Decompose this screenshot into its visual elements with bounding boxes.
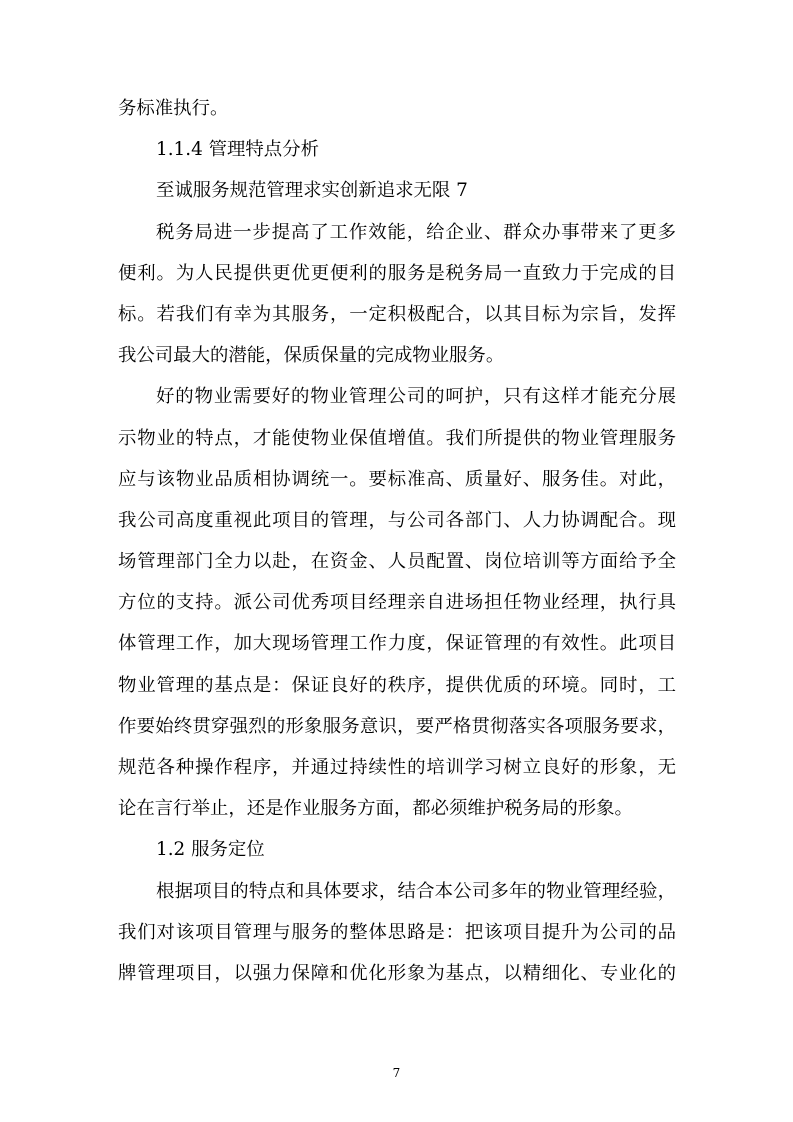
text-line: 我们对该项目管理与服务的整体思路是：把该项目提升为公司的品 bbox=[118, 921, 676, 943]
text-line: 牌管理项目，以强力保障和优化形象为基点，以精细化、专业化的 bbox=[118, 962, 676, 984]
text-line: 示物业的特点，才能使物业保值增值。我们所提供的物业管理服务 bbox=[118, 427, 676, 449]
text-line: 体管理工作，加大现场管理工作力度，保证管理的有效性。此项目 bbox=[118, 633, 676, 655]
text-line: 方位的支持。派公司优秀项目经理亲自进场担任物业经理，执行具 bbox=[118, 592, 676, 614]
text-line: 至诚服务规范管理求实创新追求无限 7 bbox=[156, 180, 468, 202]
text-line: 我公司高度重视此项目的管理，与公司各部门、人力协调配合。现 bbox=[118, 509, 676, 531]
text-line: 应与该物业品质相协调统一。要标准高、质量好、服务佳。对此， bbox=[118, 468, 676, 490]
section-heading: 1.1.4 管理特点分析 bbox=[156, 139, 319, 161]
paragraph-start: 税务局进一步提高了工作效能，给企业、群众办事带来了更多 bbox=[156, 221, 676, 243]
text-line: 场管理部门全力以赴，在资金、人员配置、岗位培训等方面给予全 bbox=[118, 551, 676, 573]
text-line: 论在言行举止，还是作业服务方面，都必须维护税务局的形象。 bbox=[118, 798, 633, 820]
page-number: 7 bbox=[392, 1066, 401, 1080]
text-line: 我公司最大的潜能，保质保量的完成物业服务。 bbox=[118, 345, 505, 367]
text-line: 作要始终贯穿强烈的形象服务意识，要严格贯彻落实各项服务要求， bbox=[118, 715, 676, 737]
paragraph-start: 好的物业需要好的物业管理公司的呵护，只有这样才能充分展 bbox=[156, 386, 676, 408]
text-line: 标。若我们有幸为其服务，一定积极配合，以其目标为宗旨，发挥 bbox=[118, 303, 676, 325]
text-line: 便利。为人民提供更优更便利的服务是税务局一直致力于完成的目 bbox=[118, 262, 676, 284]
section-heading: 1.2 服务定位 bbox=[156, 839, 265, 861]
text-line: 务标准执行。 bbox=[118, 98, 229, 119]
body-text bbox=[118, 88, 676, 994]
text-line: 规范各种操作程序，并通过持续性的培训学习树立良好的形象，无 bbox=[118, 757, 676, 778]
text-line: 物业管理的基点是：保证良好的秩序，提供优质的环境。同时，工 bbox=[118, 674, 676, 696]
paragraph-start: 根据项目的特点和具体要求，结合本公司多年的物业管理经验， bbox=[156, 880, 676, 902]
